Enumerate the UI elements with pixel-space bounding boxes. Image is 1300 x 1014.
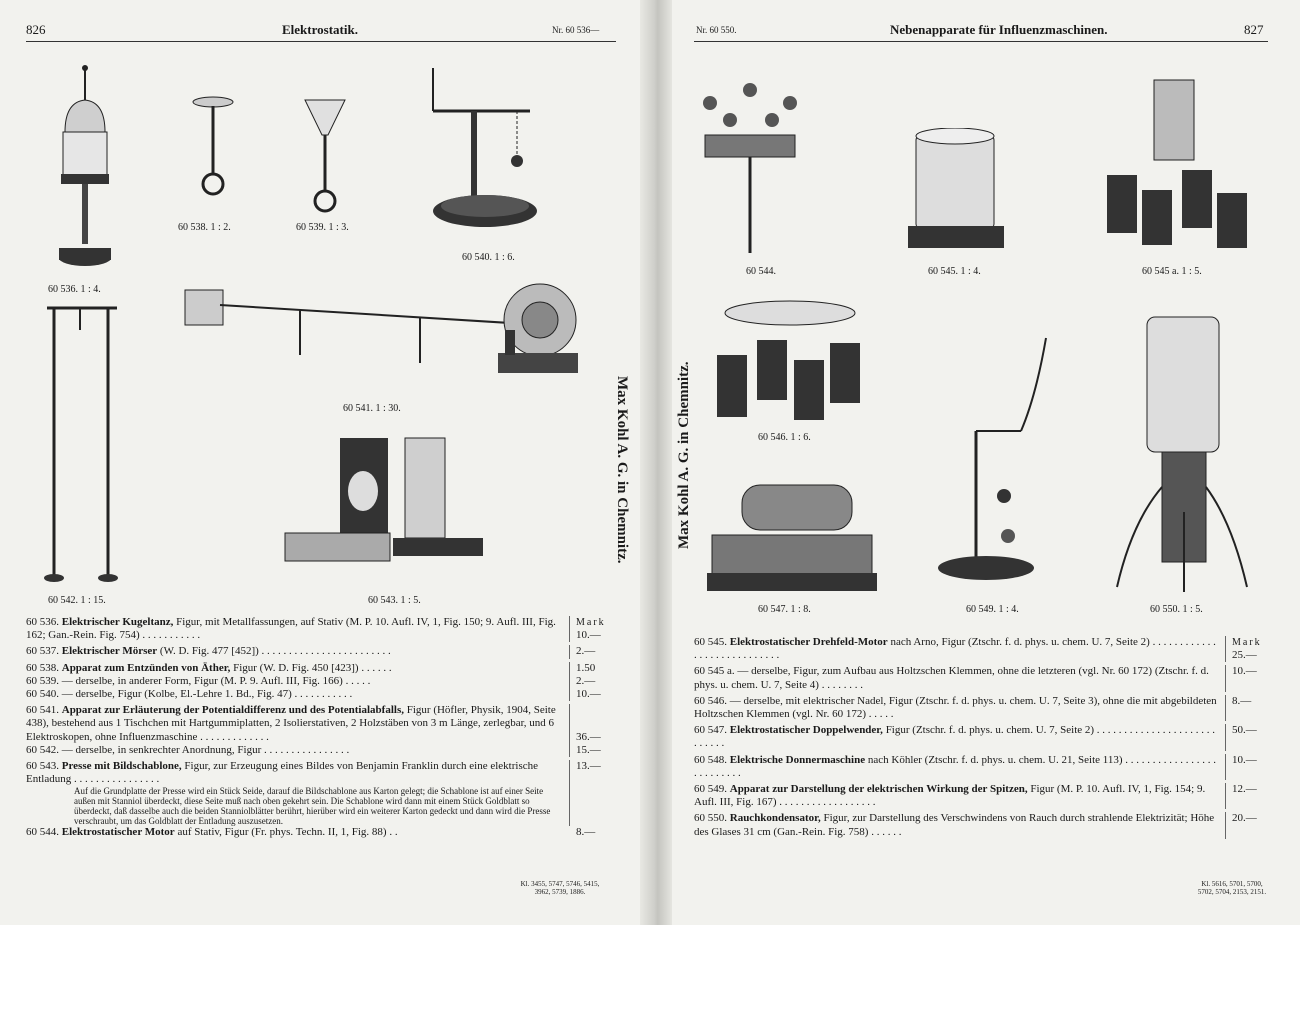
entry-price: 10.— xyxy=(1232,753,1257,766)
entry-number: 60 547. xyxy=(694,724,727,737)
right-page-number: 827 xyxy=(1244,22,1264,37)
entry-number: 60 548. xyxy=(694,753,727,766)
entry-number: 60 549. xyxy=(694,783,727,796)
left-header-rule xyxy=(26,41,616,42)
list-item xyxy=(26,704,616,744)
right-page xyxy=(672,0,1300,925)
entry-number: 60 544. xyxy=(26,826,59,839)
entry-title: Elektrischer Mörser xyxy=(61,645,158,658)
list-item xyxy=(694,812,1272,838)
entry-text: — derselbe, Figur (Kolbe, El.-Lehre 1. Bd., Fig. 47) . . . . . . . . . . . xyxy=(61,688,353,701)
caption-60539: 60 539. 1 : 3. xyxy=(296,222,349,233)
entry-text: nach Köhler (Ztschr. f. d. phys. u. chem. U. 21, Seite 113) . . . . . . . . . . . . . . . . . . . . . . . . . . xyxy=(694,753,1217,779)
illustration-60542-vertical-stands xyxy=(42,300,132,590)
entry-text: Figur, zur Erzeugung eines Bildes von Benjamin Franklin durch eine elektrische Entladung . . . . . . . . . . . . . . . . xyxy=(26,760,538,786)
caption-60544: 60 544. xyxy=(746,266,776,277)
entry-text: — derselbe, mit elektrischer Nadel, Figur (Ztschr. f. d. phys. u. chem. U. 7, Seite 3), ohne die mit abgebildeten Holtzschen Klemmen (vgl. Nr. 60 172) . . . . . xyxy=(694,694,1217,721)
list-item xyxy=(26,645,616,658)
entry-title: Elektrischer Kugeltanz, xyxy=(61,616,174,628)
entry-price: 2.— xyxy=(576,645,596,658)
entry-number: 60 545. xyxy=(694,636,727,648)
entry-text: Figur, zur Darstellung des Verschwindens von Rauch durch strahlende Elektrizität; Höhe des Glases 31 cm (Gan.-Rein. Fig. 758) . . . . . . xyxy=(694,812,1215,838)
list-item xyxy=(26,662,616,675)
entry-price: 1.50 xyxy=(576,661,596,674)
entry-title: Rauchkondensator, xyxy=(729,812,821,825)
caption-60536: 60 536. 1 : 4. xyxy=(48,284,101,295)
illustration-60544-motor xyxy=(690,75,810,255)
list-item xyxy=(26,688,616,701)
list-item xyxy=(694,636,1272,662)
entry-text: auf Stativ, Figur (Fr. phys. Techn. II, 1, Fig. 88) . . xyxy=(174,826,398,839)
caption-60542: 60 542. 1 : 15. xyxy=(48,595,106,606)
entry-price: 50.— xyxy=(1232,724,1257,737)
illustration-60543-press xyxy=(275,433,495,573)
list-item xyxy=(694,754,1272,780)
entry-number: 60 538. xyxy=(26,661,59,674)
entry-title: Apparat zur Darstellung der elektrischen Wirkung der Spitzen, xyxy=(729,783,1028,796)
entry-title: Elektrostatischer Drehfeld-Motor xyxy=(729,636,888,648)
left-side-imprint: Max Kohl A. G. in Chemnitz. xyxy=(614,376,630,564)
caption-60545a: 60 545 a. 1 : 5. xyxy=(1142,266,1202,277)
list-item xyxy=(694,783,1272,809)
entry-price: 2.— xyxy=(576,674,596,687)
entry-price: 15.— xyxy=(576,743,601,756)
entry-price: 36.— xyxy=(576,730,601,743)
entry-price: 10.— xyxy=(576,688,601,701)
right-section-title: Nebenapparate für Influenzmaschinen. xyxy=(890,22,1108,37)
entry-number: 60 537. xyxy=(26,645,59,658)
left-section-title: Elektrostatik. xyxy=(282,22,358,37)
left-page-number: 826 xyxy=(26,22,46,37)
illustration-60538-aether xyxy=(188,92,238,202)
white-margin xyxy=(0,925,1300,1014)
entry-number: 60 545 a. xyxy=(694,665,735,678)
caption-60547: 60 547. 1 : 8. xyxy=(758,604,811,615)
entry-text: Figur (Höfler, Physik, 1904, Seite 438), bestehend aus 1 Tischchen mit Hartgummiplatten, 2 Isolierstativen, 2 Holzstäben von 3 m Länge, zerlegbar, und 6 Elektroskopen, ohne Influenzmaschine . . . . . . . . . . . . . xyxy=(26,704,556,743)
entry-text: — derselbe, in anderer Form, Figur (M. P. 9. Aufl. III, Fig. 166) . . . . . xyxy=(61,674,371,687)
left-catalog-range: Nr. 60 536— xyxy=(552,25,600,35)
right-catalog-range: Nr. 60 550. xyxy=(696,25,737,35)
caption-60550: 60 550. 1 : 5. xyxy=(1150,604,1203,615)
list-item xyxy=(694,665,1272,691)
left-footnote: Kl. 3455, 5747, 5746, 5415, 3962, 5739, 1886. xyxy=(520,880,600,896)
caption-60541: 60 541. 1 : 30. xyxy=(343,403,401,414)
entry-price: 10.— xyxy=(1232,665,1257,678)
entry-number: 60 546. xyxy=(694,694,727,707)
illustration-60545a-clamps xyxy=(1102,75,1252,255)
illustration-60546-needle xyxy=(712,295,862,425)
entry-price: 8.— xyxy=(576,826,596,839)
caption-60538: 60 538. 1 : 2. xyxy=(178,222,231,233)
caption-60540: 60 540. 1 : 6. xyxy=(462,252,515,263)
caption-60543: 60 543. 1 : 5. xyxy=(368,595,421,606)
right-entries-list xyxy=(694,636,1272,839)
caption-60546: 60 546. 1 : 6. xyxy=(758,432,811,443)
entry-price: 10.— xyxy=(576,629,601,642)
entry-title: Presse mit Bildschablone, xyxy=(61,760,182,773)
entry-text: Figur (W. D. Fig. 450 [423]) . . . . . . xyxy=(230,661,392,674)
book-gutter xyxy=(640,0,672,925)
left-page xyxy=(0,0,640,925)
entry-text: Figur, mit Metallfassungen, auf Stativ (M. P. 10. Aufl. IV, 1, Fig. 150; 9. Aufl. III, Fig. 162; Gan.-Rein. Fig. 754) . . . . . . . . . . . xyxy=(26,616,556,642)
entry-number: 60 536. xyxy=(26,616,59,628)
right-side-imprint: Max Kohl A. G. in Chemnitz. xyxy=(676,361,692,549)
entry-note: Auf die Grundplatte der Presse wird ein Stück Seide, darauf die Bildschablone aus Karton gelegt; die Schablone ist auf einer Seite außen mit Stanniol überdeckt, diese Seite muß nach oben gekehrt sein. Die Schablone wird dann mit einem Stück Goldblatt so überdeckt, daß dasselbe auch die beiden Stanniolblätter berührt, hierüber wird ein weiterer Karton gedeckt und dann wird die Presse verschraubt, um das Goldblatt der Entladung auszusetzen. xyxy=(74,786,551,827)
entry-text: — derselbe, Figur, zum Aufbau aus Holtzschen Klemmen, ohne die letzteren (vgl. Nr. 60 172) (Ztschr. f. d. phys. u. chem. U. 7, Seite 4) . . . . . . . . xyxy=(694,665,1209,691)
illustration-60536-kugeltanz xyxy=(55,62,125,282)
illustration-60547-doppelwender xyxy=(702,475,882,600)
illustration-60545-drehfeld-motor xyxy=(904,128,1009,258)
list-item xyxy=(26,675,616,688)
list-item xyxy=(26,744,616,757)
illustration-60539-funnel xyxy=(300,95,350,220)
illustration-60541-potential-apparatus xyxy=(180,275,590,390)
entry-text: Figur (Ztschr. f. d. phys. u. chem. U. 7, Seite 2) . . . . . . . . . . . . . . . . . . . . . . . . . . . . xyxy=(694,724,1216,750)
entry-title: Apparat zur Erläuterung der Potentialdifferenz und des Potentialabfalls, xyxy=(61,704,404,717)
illustration-60549-spitzen xyxy=(936,336,1066,586)
caption-60549: 60 549. 1 : 4. xyxy=(966,604,1019,615)
entry-text: nach Arno, Figur (Ztschr. f. d. phys. u. chem. U. 7, Seite 2) . . . . . . . . . . . . . . . . . . . . . . . . . . . . xyxy=(694,636,1216,662)
entry-title: Apparat zum Entzünden von Äther, xyxy=(61,661,231,674)
illustration-60550-rauchkondensator xyxy=(1112,312,1252,597)
illustration-60540-stand xyxy=(425,66,550,236)
entry-title: Elektrische Donnermaschine xyxy=(729,753,866,766)
entry-number: 60 542. xyxy=(26,743,59,756)
entry-number: 60 543. xyxy=(26,760,59,773)
entry-title: Elektrostatischer Doppelwender, xyxy=(729,724,883,737)
mark-label: Mark xyxy=(576,617,606,628)
list-item xyxy=(694,695,1272,721)
list-item xyxy=(26,760,616,826)
entry-price: 8.— xyxy=(1232,694,1252,707)
left-entries-list xyxy=(26,616,616,840)
mark-label: Mark xyxy=(1232,637,1262,648)
entry-text: (W. D. Fig. 477 [452]) . . . . . . . . . . . . . . . . . . . . . . . . xyxy=(157,645,391,658)
entry-text: — derselbe, in senkrechter Anordnung, Figur . . . . . . . . . . . . . . . . xyxy=(61,743,350,756)
entry-price: 25.— xyxy=(1232,649,1257,662)
list-item xyxy=(26,826,616,839)
list-item xyxy=(694,724,1272,750)
right-footnote: Kl. 5616, 5701, 5700, 5702, 5704, 2153, 2151. xyxy=(1197,880,1267,896)
caption-60545: 60 545. 1 : 4. xyxy=(928,266,981,277)
list-item xyxy=(26,616,616,642)
entry-number: 60 540. xyxy=(26,688,59,701)
entry-price: 13.— xyxy=(576,760,601,773)
entry-number: 60 539. xyxy=(26,674,59,687)
right-header-rule xyxy=(694,41,1268,42)
entry-text: Figur (M. P. 10. Aufl. IV, 1, Fig. 154; 9. Aufl. III, Fig. 167) . . . . . . . . . . . . . . . . . . xyxy=(694,783,1206,809)
entry-price: 20.— xyxy=(1232,812,1257,825)
entry-price: 12.— xyxy=(1232,783,1257,796)
entry-title: Elektrostatischer Motor xyxy=(61,826,175,839)
entry-number: 60 541. xyxy=(26,704,59,717)
entry-number: 60 550. xyxy=(694,812,727,825)
